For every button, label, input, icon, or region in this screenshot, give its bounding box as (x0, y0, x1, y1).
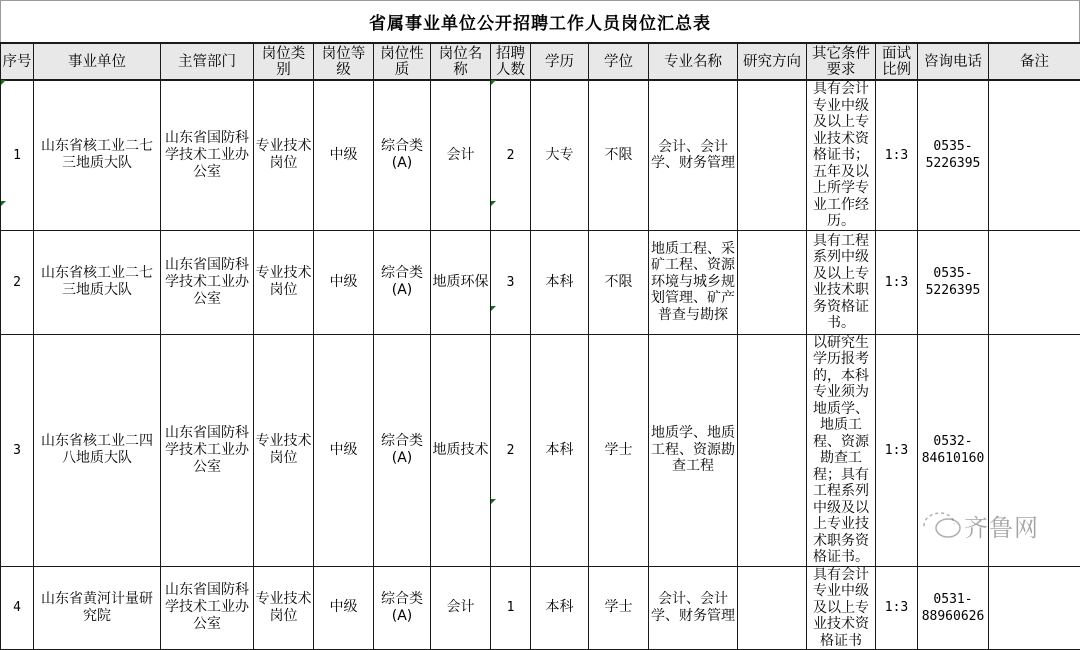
cell-post-name[interactable]: 会计 (431, 80, 491, 230)
cell-marker-icon (491, 306, 496, 311)
cell-education[interactable]: 本科 (531, 566, 589, 650)
cell-post-category[interactable]: 专业技术岗位 (254, 230, 314, 334)
cell-degree[interactable]: 学士 (589, 334, 649, 566)
cell-index[interactable]: 4 (1, 566, 34, 650)
cell-research[interactable] (738, 230, 807, 334)
cell-research[interactable] (738, 80, 807, 230)
cell-phone[interactable]: 0531-88960626 (918, 566, 989, 650)
cell-interview-ratio[interactable]: 1:3 (876, 334, 918, 566)
header-post-nature[interactable]: 岗位性质 (374, 43, 431, 80)
cell-conditions[interactable]: 具有会计专业中级及以上专业技术资格证书；五年及以上所学专业工作经历。 (807, 80, 876, 230)
cell-marker-icon (491, 80, 496, 85)
header-headcount[interactable]: 招聘人数 (491, 43, 531, 80)
header-interview-ratio[interactable]: 面试比例 (876, 43, 918, 80)
cell-post-level[interactable]: 中级 (314, 566, 374, 650)
cell-post-nature[interactable]: 综合类(A) (374, 334, 431, 566)
header-conditions[interactable]: 其它条件要求 (807, 43, 876, 80)
cell-post-name[interactable]: 地质环保 (431, 230, 491, 334)
cell-unit[interactable]: 山东省核工业二七三地质大队 (34, 230, 161, 334)
cell-major[interactable]: 地质工程、采矿工程、资源环境与城乡规划管理、矿产普查与勘探 (649, 230, 738, 334)
cell-remarks[interactable] (989, 80, 1080, 230)
table-row (1, 566, 1080, 650)
header-remarks[interactable]: 备注 (989, 43, 1080, 80)
cell-education[interactable]: 大专 (531, 80, 589, 230)
header-post-category[interactable]: 岗位类别 (254, 43, 314, 80)
cell-headcount[interactable]: 1 (491, 566, 531, 650)
cell-headcount[interactable]: 3 (491, 230, 531, 334)
cell-headcount[interactable]: 2 (491, 334, 531, 566)
cell-remarks[interactable] (989, 230, 1080, 334)
table-row (1, 334, 1080, 566)
cell-education[interactable]: 本科 (531, 334, 589, 566)
cell-post-nature[interactable]: 综合类(A) (374, 80, 431, 230)
cell-post-nature[interactable]: 综合类(A) (374, 566, 431, 650)
document-title: 省属事业单位公开招聘工作人员岗位汇总表 (369, 9, 711, 34)
cell-conditions[interactable]: 具有工程系列中级及以上专业技术职务资格证书。 (807, 230, 876, 334)
cell-department[interactable]: 山东省国防科学技术工业办公室 (161, 230, 254, 334)
cell-major[interactable]: 地质学、地质工程、资源勘查工程 (649, 334, 738, 566)
cell-post-category[interactable]: 专业技术岗位 (254, 566, 314, 650)
header-post-name[interactable]: 岗位名称 (431, 43, 491, 80)
table-row (1, 230, 1080, 334)
cell-phone[interactable]: 0532-84610160 (918, 334, 989, 566)
cell-conditions[interactable]: 具有会计专业中级及以上专业技术资格证书 (807, 566, 876, 650)
header-research[interactable]: 研究方向 (738, 43, 807, 80)
cell-remarks[interactable] (989, 566, 1080, 650)
cell-remarks[interactable] (989, 334, 1080, 566)
cell-post-name[interactable]: 会计 (431, 566, 491, 650)
header-phone[interactable]: 咨询电话 (918, 43, 989, 80)
cell-phone[interactable]: 0535-5226395 (918, 80, 989, 230)
cell-marker-icon (491, 201, 496, 206)
cell-major[interactable]: 会计、会计学、财务管理 (649, 566, 738, 650)
header-post-level[interactable]: 岗位等级 (314, 43, 374, 80)
cell-degree[interactable]: 学士 (589, 566, 649, 650)
cell-department[interactable]: 山东省国防科学技术工业办公室 (161, 334, 254, 566)
cell-degree[interactable]: 不限 (589, 80, 649, 230)
cell-phone[interactable]: 0535-5226395 (918, 230, 989, 334)
cell-interview-ratio[interactable]: 1:3 (876, 566, 918, 650)
cell-headcount[interactable]: 2 (491, 80, 531, 230)
cell-post-nature[interactable]: 综合类(A) (374, 230, 431, 334)
cell-major[interactable]: 会计、会计学、财务管理 (649, 80, 738, 230)
cell-research[interactable] (738, 334, 807, 566)
header-degree[interactable]: 学位 (589, 43, 649, 80)
cell-department[interactable]: 山东省国防科学技术工业办公室 (161, 566, 254, 650)
cell-research[interactable] (738, 566, 807, 650)
watermark-text: 齐鲁网 (964, 508, 1039, 543)
cell-post-level[interactable]: 中级 (314, 230, 374, 334)
cell-unit[interactable]: 山东省黄河计量研究院 (34, 566, 161, 650)
header-unit[interactable]: 事业单位 (34, 43, 161, 80)
cell-interview-ratio[interactable]: 1:3 (876, 80, 918, 230)
table-row (1, 80, 1080, 230)
cell-post-level[interactable]: 中级 (314, 80, 374, 230)
cell-post-category[interactable]: 专业技术岗位 (254, 80, 314, 230)
cell-interview-ratio[interactable]: 1:3 (876, 230, 918, 334)
cell-index[interactable]: 2 (1, 230, 34, 334)
cell-degree[interactable]: 不限 (589, 230, 649, 334)
cell-conditions[interactable]: 以研究生学历报考的，本科专业须为地质学、地质工程、资源勘查工程；具有工程系列中级及以上专业技术职务资格证书。 (807, 334, 876, 566)
recruitment-table (0, 42, 1080, 650)
cell-unit[interactable]: 山东省核工业二七三地质大队 (34, 80, 161, 230)
header-row (1, 43, 1080, 80)
cell-marker-icon (1, 80, 6, 85)
title-cell[interactable] (0, 0, 1080, 42)
cell-index[interactable]: 3 (1, 334, 34, 566)
cell-post-level[interactable]: 中级 (314, 334, 374, 566)
cell-department[interactable]: 山东省国防科学技术工业办公室 (161, 80, 254, 230)
header-index[interactable]: 序号 (1, 43, 34, 80)
header-department[interactable]: 主管部门 (161, 43, 254, 80)
cell-post-name[interactable]: 地质技术 (431, 334, 491, 566)
header-major[interactable]: 专业名称 (649, 43, 738, 80)
header-education[interactable]: 学历 (531, 43, 589, 80)
cell-index[interactable]: 1 (1, 80, 34, 230)
cell-marker-icon (1, 201, 6, 206)
cell-education[interactable]: 本科 (531, 230, 589, 334)
cell-post-category[interactable]: 专业技术岗位 (254, 334, 314, 566)
cell-marker-icon (491, 499, 496, 504)
cell-unit[interactable]: 山东省核工业二四八地质大队 (34, 334, 161, 566)
